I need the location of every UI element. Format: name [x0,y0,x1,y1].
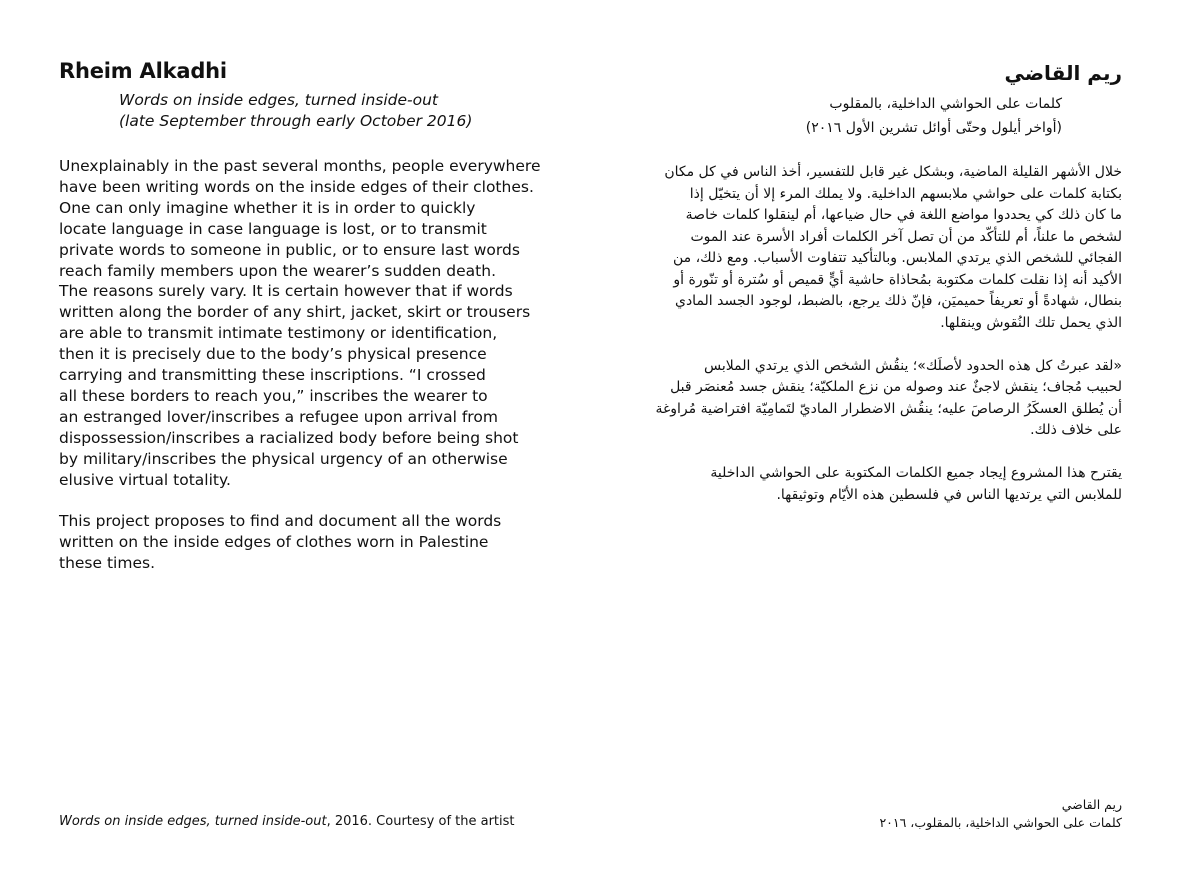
text-line: reach family members upon the wearer’s sudden death. [59,261,496,280]
work-title-arabic [642,92,1062,140]
text-line: This project proposes to find and document all the words [59,512,502,531]
text-line: «لقد عبرتُ كل هذه الحدود لأصلَك»؛ ينقُش الشخص الذي يرتدي الملابس [704,357,1122,374]
text-line: are able to transmit intimate testimony or identification, [59,324,498,343]
english-body [59,156,559,574]
text-line: have been writing words on the inside edges of their clothes. [59,177,534,196]
date-range-line: (late September through early October 2016) [119,112,473,130]
text-line: private words to someone in public, or to ensure last words [59,240,520,259]
arabic-column [642,58,1122,506]
text-line: an estranged lover/inscribes a refugee upon arrival from [59,407,498,426]
text-line: الفجائي للشخص الذي يرتدي الملابس. وبالتأكيد تتفاوت الأسباب. ومع ذلك، من [672,250,1122,266]
text-line: written along the border of any shirt, jacket, skirt or trousers [59,303,531,322]
text-line: يقترح هذا المشروع إيجاد جميع الكلمات المكتوبة على الحواشي الداخلية [710,465,1122,481]
text-line: بكتابة كلمات على حواشي ملابسهم الداخلية. ولا يملك المرء إلا أن يتخيّل إذا [689,185,1122,202]
subtitle-line: كلمات على الحواشي الداخلية، بالمقلوب [829,96,1062,112]
author-name-english: Rheim Alkadhi [59,59,227,83]
caption-arabic [879,796,1122,832]
text-line: Unexplainably in the past several months, people everywhere [59,157,541,175]
caption-work-title-arabic: كلمات على الحواشي الداخلية، بالمقلوب، ٢٠١٦ [879,815,1122,830]
caption-work-title: Words on inside edges, turned inside-out [59,814,327,829]
text-line: then it is precisely due to the body’s physical presence [59,345,487,364]
text-line: أن يُطلق العسكَرُ الرصاصَ عليه؛ ينقُش الاضطرار الماديّ لتَمامِيّة افتراضية مُراوغة [655,400,1122,417]
text-line: بنطال، شهادةً أو تعريفاً حميميَن، فإنّ ذلك يرجع، بالضبط، لوجود الجسد المادي [674,293,1122,309]
text-line: لحبيب مُجاف؛ ينقش لاجئٌ عند وصوله من نزع الملكيّة؛ ينقش جسد مُعنصَر قبل [670,379,1122,395]
text-line: ما كان ذلك كي يحددوا مواضع اللغة في حال ضياعها، أم لينقلوا كلمات خاصة [685,207,1122,223]
english-paragraph-2 [59,511,559,574]
text-line: The reasons surely vary. It is certain however that if words [59,282,513,301]
author-name-arabic: ريم القاضي [1004,61,1122,85]
caption-english [59,813,515,831]
text-line: الذي يحمل تلك النُقوش وينقلها. [940,314,1122,331]
caption-author-arabic: ريم القاضي [1061,797,1122,812]
arabic-paragraph-1 [642,162,1122,334]
text-line: للملابس التي يرتديها الناس في فلسطين هذه الأيّام وتوثيقها. [776,486,1122,503]
arabic-paragraph-2 [642,356,1122,442]
work-title-english [119,90,559,132]
english-paragraph-1 [59,156,559,491]
text-line: locate language in case language is lost, or to transmit [59,219,487,238]
subtitle-line: Words on inside edges, turned inside-out [119,91,439,109]
arabic-paragraph-3 [642,463,1122,506]
text-line: One can only imagine whether it is in order to quickly [59,198,476,217]
text-line: elusive virtual totality. [59,470,231,489]
text-line: these times. [59,554,155,573]
text-line: لشخص ما علناً، أم للتأكّد من أن تصل آخر الكلمات أفراد الأسرة عند الموت [690,228,1122,245]
text-line: all these borders to reach you,” inscribes the wearer to [59,386,488,405]
text-line: carrying and transmitting these inscriptions. “I crossed [59,366,486,385]
text-line: written on the inside edges of clothes worn in Palestine [59,533,489,552]
arabic-body [642,162,1122,506]
english-column [59,58,559,574]
text-line: dispossession/inscribes a racialized body before being shot [59,428,519,447]
text-line: الأكيد أنه إذا نقلت كلمات مكتوبة بمُحاذاة حاشية أيٍّ قميص أو سُترة أو تنّورة أو [673,271,1122,288]
text-line: خلال الأشهر القليلة الماضية، وبشكل غير قابل للتفسير، أخذ الناس في كل مكان [664,164,1122,180]
caption-credit: , 2016. Courtesy of the artist [326,814,515,829]
text-line: على خلاف ذلك. [1030,422,1122,438]
text-line: by military/inscribes the physical urgency of an otherwise [59,449,508,468]
date-range-line: (أواخر أيلول وحتّى أوائل تشرين الأول ٢٠١٦) [805,120,1062,136]
